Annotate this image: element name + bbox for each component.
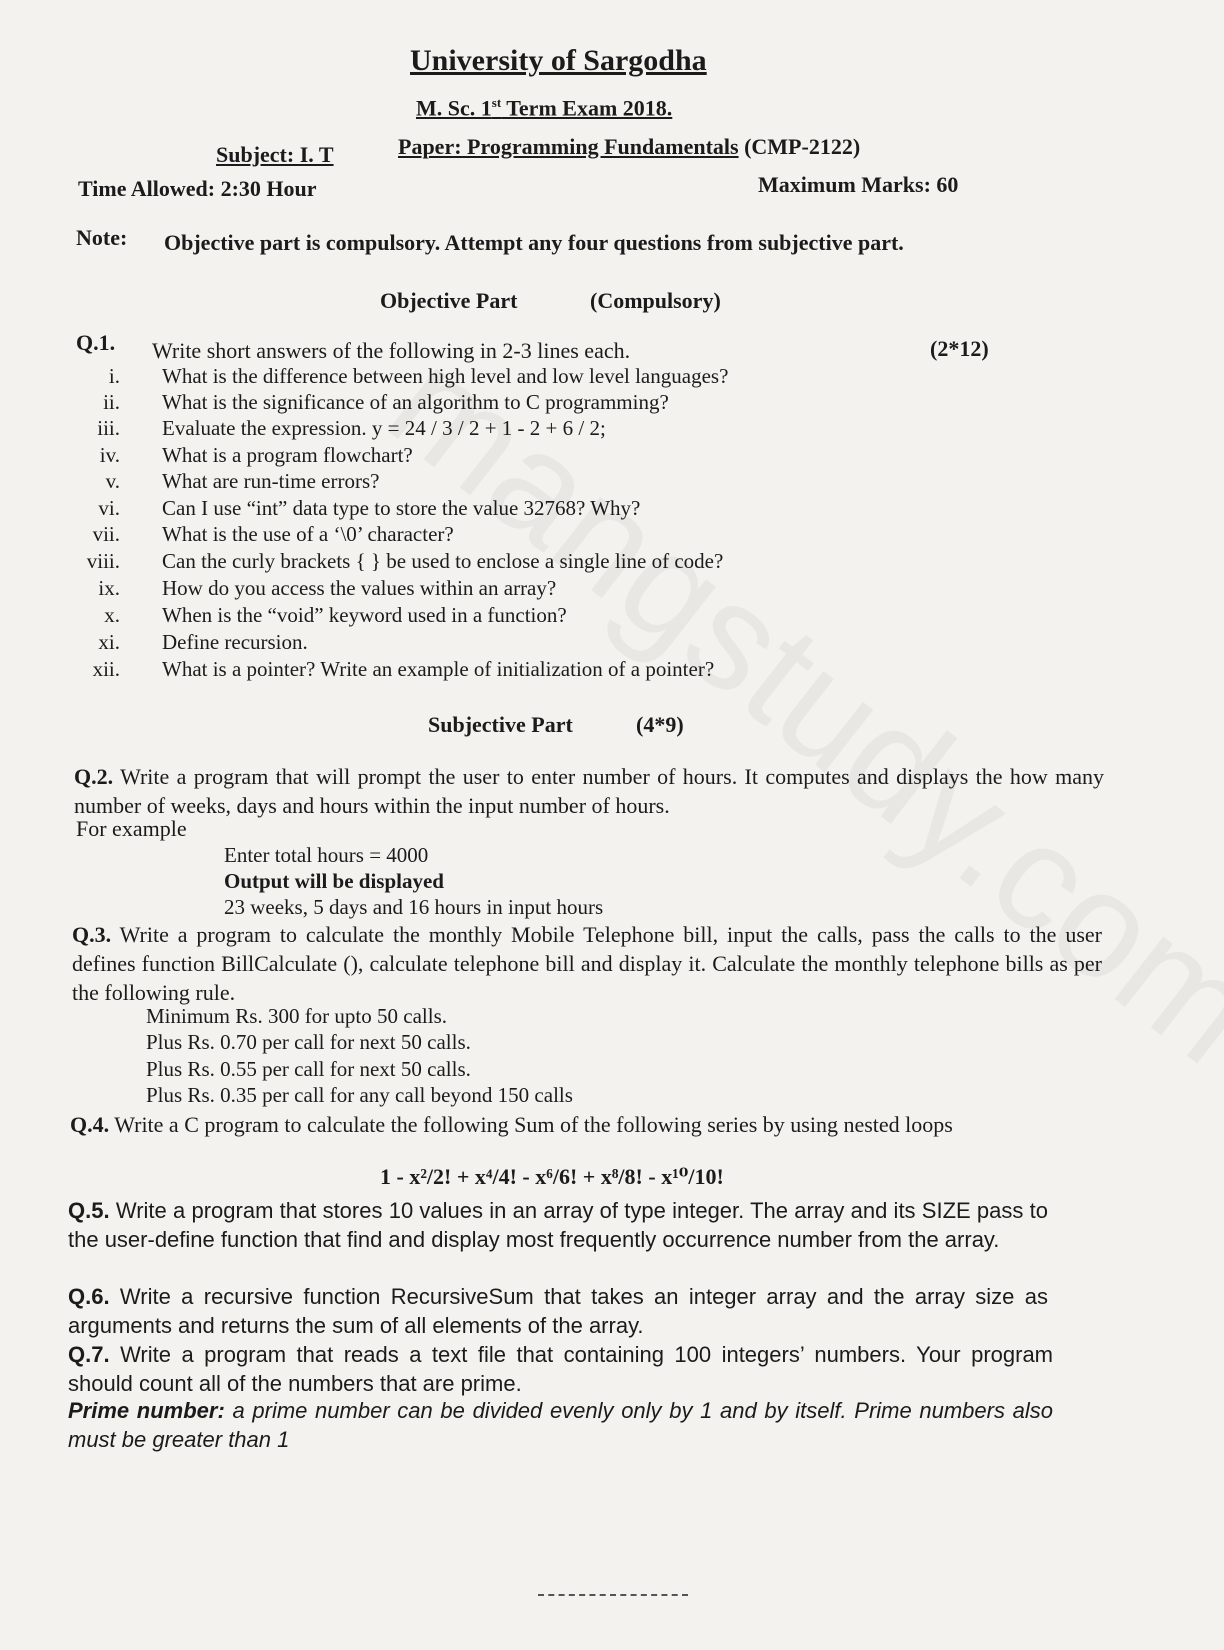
objective-subtitle: (Compulsory) xyxy=(590,288,721,313)
list-item: viii. Can the curly brackets { } be used to enclose a single line of code? xyxy=(86,549,724,573)
q4-formula: 1 - x²/2! + x⁴/4! - x⁶/6! + x⁸/8! - x¹⁰/10! xyxy=(380,1164,724,1189)
q1-text: Write short answers of the following in 2-3 lines each. xyxy=(152,338,631,363)
q4-block: Q.4. Write a C program to calculate the following Sum of the following series by using nested loops xyxy=(70,1112,953,1137)
time-allowed: Time Allowed: 2:30 Hour xyxy=(78,176,317,201)
list-item: xii. What is a pointer? Write an example of initialization of a pointer? xyxy=(92,657,715,681)
q2-example-output-label: Output will be displayed xyxy=(224,869,444,893)
note-label: Note: xyxy=(76,225,128,250)
objective-title: Objective Part xyxy=(380,288,518,313)
note-text: Objective part is compulsory. Attempt any four questions from subjective part. xyxy=(164,230,904,255)
q7-prime-note: Prime number: a prime number can be divided evenly only by 1 and by itself. Prime numbers also must be greater than 1 xyxy=(68,1398,1053,1452)
list-item: ii. What is the significance of an algorithm to C programming? xyxy=(103,390,669,414)
list-item: v. What are run-time errors? xyxy=(105,469,380,493)
maximum-marks: Maximum Marks: 60 xyxy=(758,172,959,197)
footer-divider xyxy=(538,1594,688,1596)
q7-block: Q.7. Write a program that reads a text file that containing 100 integers’ numbers. Your program should count all of the numbers that are prime. xyxy=(68,1342,1054,1396)
q5-block: Q.5. Write a program that stores 10 values in an array of type integer. The array and its SIZE pass to the user-define function that find and display most frequently occurrence number from the array. xyxy=(68,1198,1048,1252)
q3-rule: Plus Rs. 0.70 per call for next 50 calls. xyxy=(146,1030,471,1054)
q3-rule: Minimum Rs. 300 for upto 50 calls. xyxy=(146,1004,447,1028)
q3-block: Q.3. Write a program to calculate the monthly Mobile Telephone bill, input the calls, pass the calls to the user defines function BillCalculate (), calculate telephone bill and display it. Calculate the monthly telephone bills as per the following rule. xyxy=(72,922,1102,1005)
list-item: ix. How do you access the values within an array? xyxy=(98,576,557,600)
q6-block: Q.6. Write a recursive function RecursiveSum that takes an integer array and the array size as arguments and returns the sum of all elements of the array. xyxy=(68,1284,1048,1338)
subjective-marks: (4*9) xyxy=(636,712,684,737)
list-item: iii. Evaluate the expression. y = 24 / 3 / 2 + 1 - 2 + 6 / 2; xyxy=(97,416,606,440)
q1-marks: (2*12) xyxy=(930,336,989,361)
paper-label: Paper: Programming Fundamentals (CMP-2122) xyxy=(398,134,861,159)
list-item: vi. Can I use “int” data type to store the value 32768? Why? xyxy=(98,496,641,520)
list-item: iv. What is a program flowchart? xyxy=(99,443,413,467)
q3-rule: Plus Rs. 0.35 per call for any call beyond 150 calls xyxy=(146,1083,573,1107)
list-item: vii. What is the use of a ‘\0’ character? xyxy=(92,522,454,546)
q1-label: Q.1. xyxy=(76,330,116,355)
subjective-title: Subjective Part xyxy=(428,712,573,737)
list-item: x. When is the “void” keyword used in a function? xyxy=(104,603,567,627)
list-item: xi. Define recursion. xyxy=(98,630,308,654)
exam-title: M. Sc. 1st Term Exam 2018. xyxy=(416,95,673,121)
q3-rule: Plus Rs. 0.55 per call for next 50 calls. xyxy=(146,1057,471,1081)
q2-example-output: 23 weeks, 5 days and 16 hours in input hours xyxy=(224,895,604,919)
q2-block: Q.2. Write a program that will prompt the user to enter number of hours. It computes and displays the how many number of weeks, days and hours within the input number of hours. xyxy=(74,764,1104,818)
q2-example-input: Enter total hours = 4000 xyxy=(224,843,429,867)
subject-label: Subject: I. T xyxy=(216,142,334,167)
university-title: University of Sargodha xyxy=(410,44,707,77)
q2-example-label: For example xyxy=(76,816,187,841)
list-item: i. What is the difference between high level and low level languages? xyxy=(108,364,729,388)
